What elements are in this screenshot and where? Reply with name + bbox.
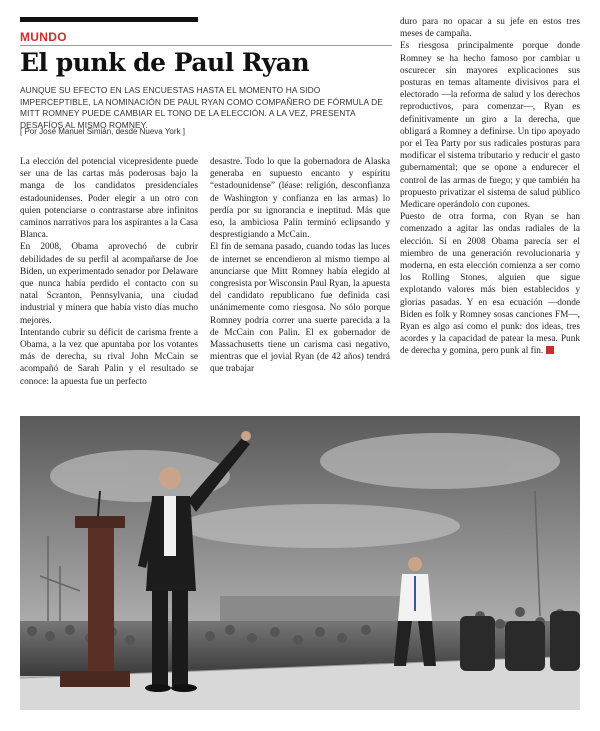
paragraph: En 2008, Obama aprovechó de cubrir debilidades de su perfil al acompañarse de Joe Biden, un experimentado senador por Delaware que nunca había perdido el contacto con su natal Scranton, Pennsylvania, una ciudad industrial y minera que había visto días mucho mejores. [20,242,198,326]
body-column-3 [400,16,580,358]
end-of-article-icon [546,346,554,354]
paragraph: desastre. Todo lo que la gobernadora de Alaska generaba en supuesto encanto y espíritu “estadounidense” (léase: religión, desconfianza de Washington y confianza en las armas) lo perdía por su ignorancia e ineptitud. Más que eso, la ambiciosa Palin terminó eclipsando y desprestigiando a McCain. [210,157,390,241]
body-column-2 [210,156,390,376]
section-label: MUNDO [20,30,67,44]
headline: El punk de Paul Ryan [20,48,310,77]
paragraph: duro para no opacar a su jefe en estos tres meses de campaña. [400,17,580,40]
paragraph [400,211,580,357]
section-divider [20,45,392,46]
paragraph-text: Puesto de otra forma, con Ryan se han comenzado a agitar las ondas radiales de la elección. Si en 2008 Obama parecía ser el miembro de una generación revolucionaria y moderna, en esta elección comienza a ser como los Rolling Stones, alguien que sigue explotando valores más bien establecidos y glorias pasadas. Y en esa ecuación —donde Biden es folk y Romney sosas canciones FM—, Ryan es algo así como el punk: dos ideas, tres acordes y la capacidad de patear la mesa. Punk de derecha y gomina, pero punk al fin. [400,212,580,357]
paragraph: La elección del potencial vicepresidente puede ser una de las cartas más poderosas bajo la manga de los candidatos presidenciales estadounidenses. Poder elegir a un otro con quien potenciarse o contrastarse abre infinitos caminos narrativos para los aspirantes a la Casa Blanca. [20,157,198,241]
top-rule [20,17,198,22]
byline: [ Por José Manuel Simián, desde Nueva York ] [20,127,185,136]
campaign-rally-photo [20,416,580,710]
deck: AUNQUE SU EFECTO EN LAS ENCUESTAS HASTA EL MOMENTO HA SIDO IMPERCEPTIBLE, LA NOMINACIÓN DE PAUL RYAN COMO COMPAÑERO DE FÓRMULA DE MITT ROMNEY PUEDE CAMBIAR EL TONO DE LA ELECCIÓN. A LA VEZ, PRESENTA DESAFÍOS AL MISMO ROMNEY. [20,85,383,130]
photo-illustration [20,416,580,710]
paragraph: El fin de semana pasado, cuando todas las luces de internet se encendieron al mismo tiempo al anunciarse que Mitt Romney había elegido al congresista por Wisconsin Paul Ryan, la apuesta del candidato republicano fue definida casi unánimemente como riesgosa. No sólo porque Romney podría correr una suerte parecida a la de McCain con Palin. El ex gobernador de Massachusetts tiene un carisma casi negativo, mientras que el jovial Ryan (de 42 años) tendrá que trabajar [210,242,390,375]
body-column-1 [20,156,198,388]
paragraph: Es riesgosa principalmente porque donde Romney se ha hecho famoso por cambiar u oscurecer sin mayores explicaciones sus posturas en temas altamente divisivos para el electorado —la reforma de salud y los derechos reproductivos, para comenzar—, Ryan es definitivamente un giro a la derecha, que obligará a Romney a definirse. Un tipo apoyado por el Tea Party por sus radicales posturas para modificar el sistema tributario y reducir el gasto gubernamental; que se opone a endurecer el control de las armas de fuego; y que también ha propuesto privatizar el sistema de salud público Medicare operándolo con cupones. [400,41,580,211]
paragraph: Intentando cubrir su déficit de carisma frente a Obama, a la vez que apuntaba por los votantes más de derecha, su rival John McCain se acompañó de Sarah Palin y el resultado se conoce: la apuesta fue un perfecto [20,327,198,387]
